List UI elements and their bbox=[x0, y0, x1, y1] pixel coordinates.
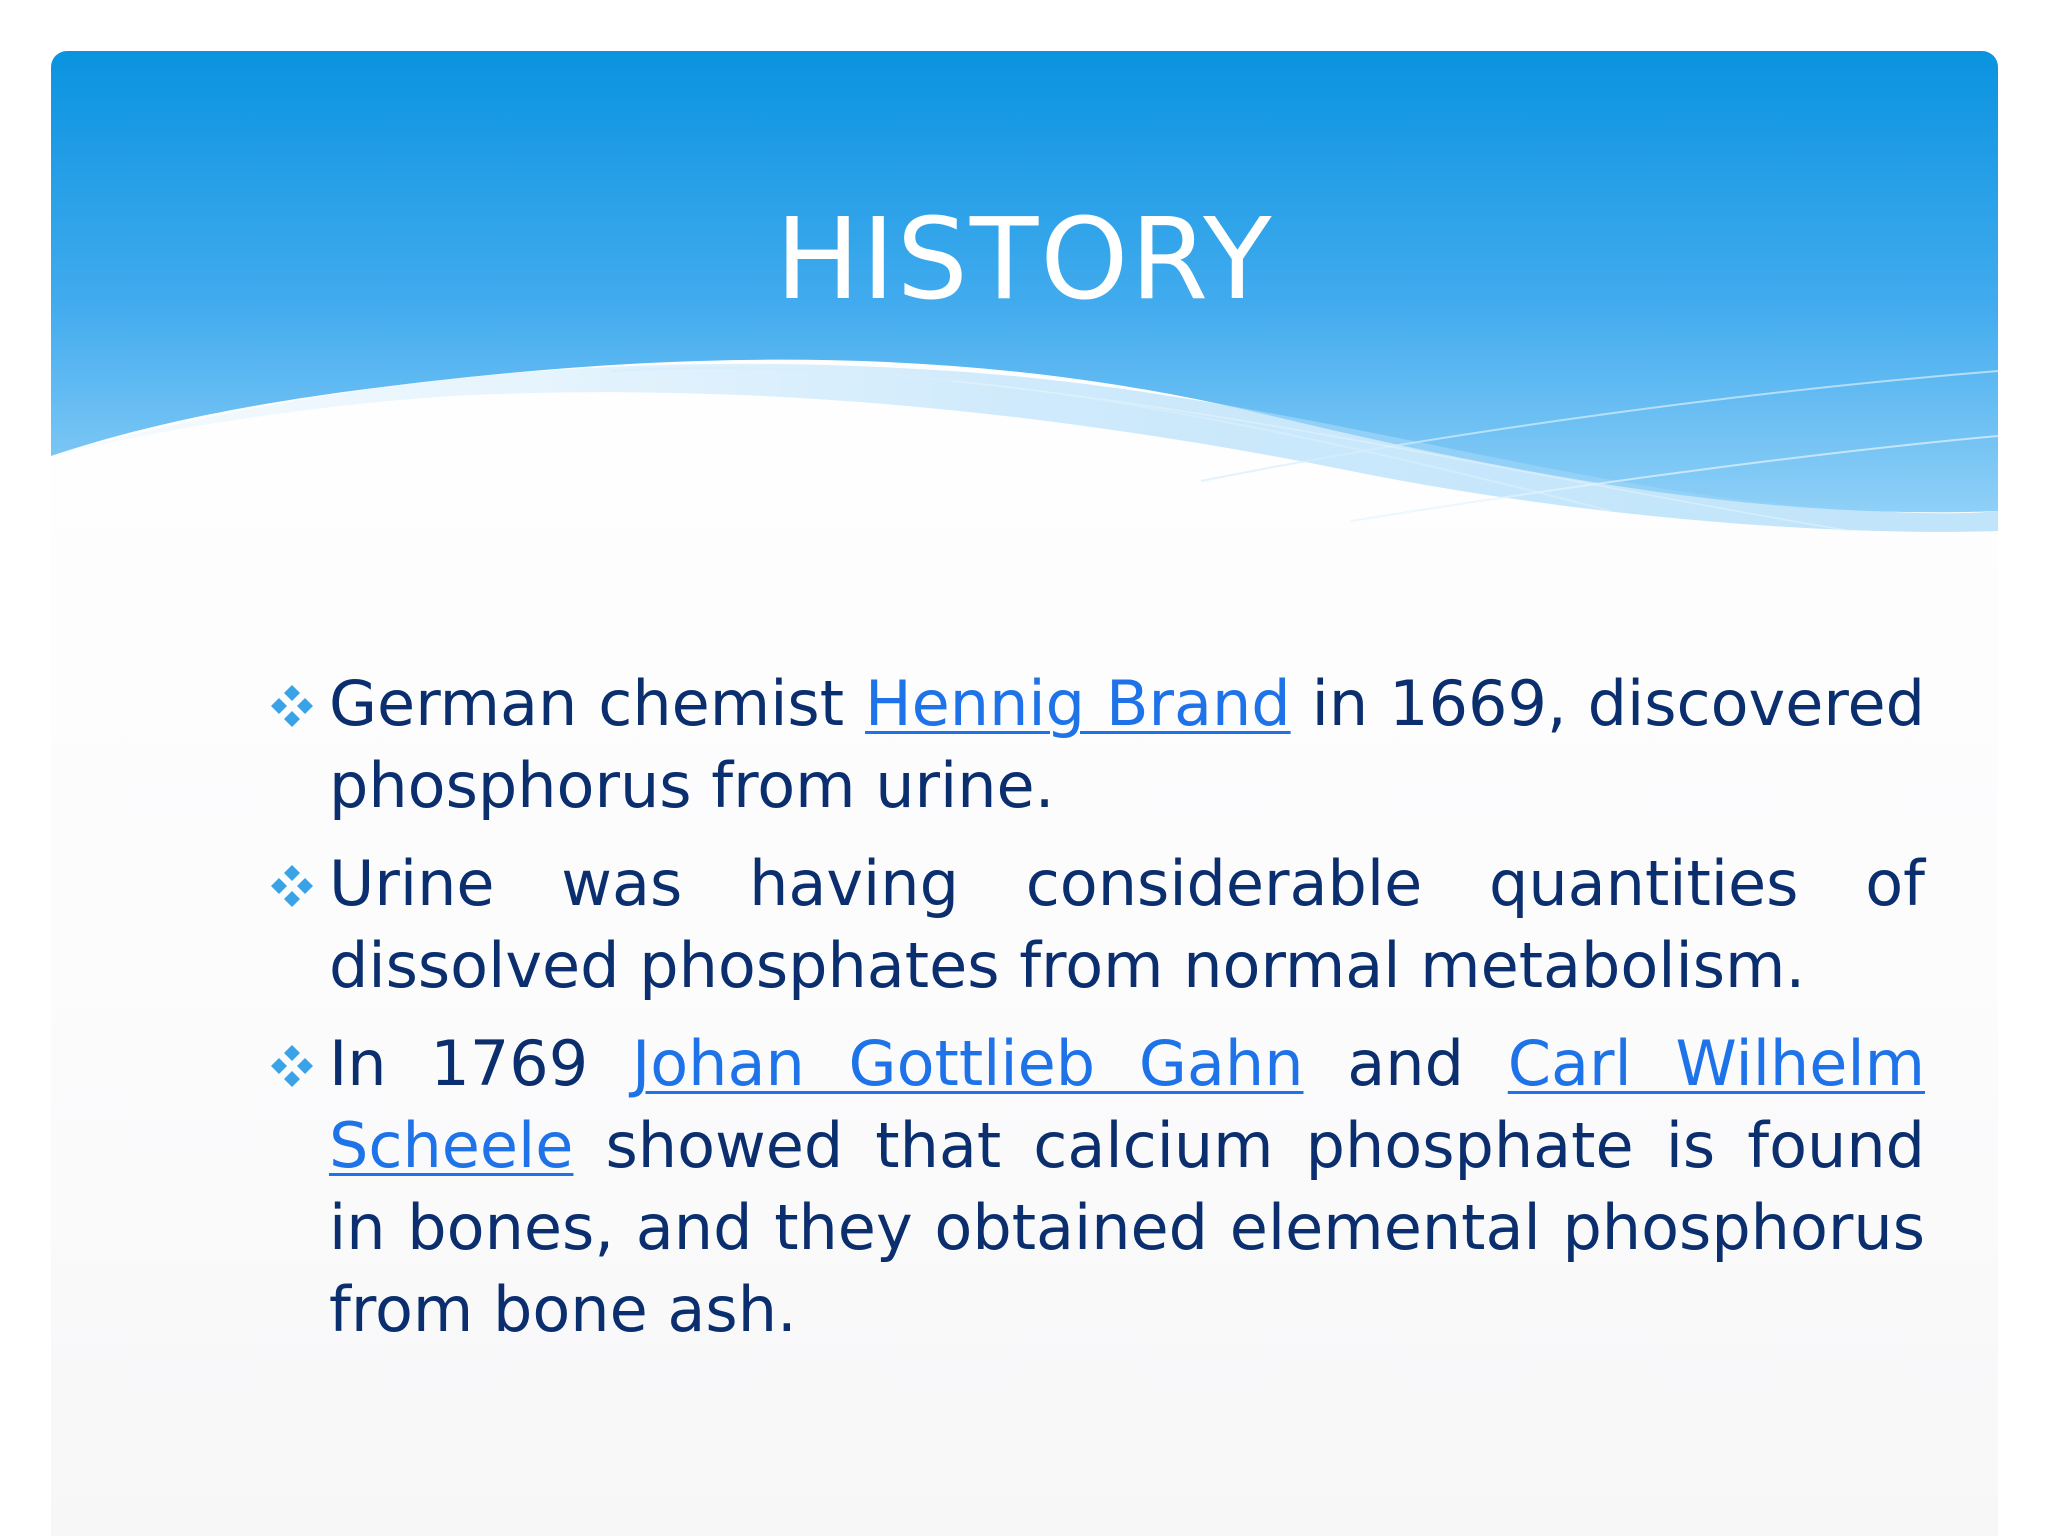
diamond-bullet-icon bbox=[269, 863, 315, 909]
bullet-text: and bbox=[1303, 1027, 1508, 1100]
bullet-item-2 bbox=[269, 843, 1925, 1007]
bullet-text: In 1769 bbox=[329, 1027, 632, 1100]
link-hennig-brand[interactable]: Hennig Brand bbox=[865, 667, 1291, 740]
bullet-text: in 1669, discovered phosphorus from urine. bbox=[329, 667, 1926, 822]
bullet-item-1 bbox=[269, 663, 1925, 827]
bullet-text: German chemist bbox=[329, 667, 866, 740]
slide-title: HISTORY bbox=[775, 195, 1274, 325]
bullet-list bbox=[269, 663, 1925, 1367]
bullet-text: Urine was having considerable quantities of dissolved phosphates from normal metabolism. bbox=[329, 847, 1925, 1002]
slide-canvas bbox=[51, 51, 1998, 1536]
bullet-item-3 bbox=[269, 1023, 1925, 1351]
link-carl-wilhelm-scheele[interactable]: Carl Wilhelm Scheele bbox=[329, 1027, 1925, 1182]
diamond-bullet-icon bbox=[269, 683, 315, 729]
diamond-bullet-icon bbox=[269, 1043, 315, 1089]
link-johan-gottlieb-gahn[interactable]: Johan Gottlieb Gahn bbox=[631, 1027, 1304, 1100]
bullet-text: showed that calcium phosphate is found in bones, and they obtained elemental phosphorus from bone ash. bbox=[329, 1109, 1925, 1346]
